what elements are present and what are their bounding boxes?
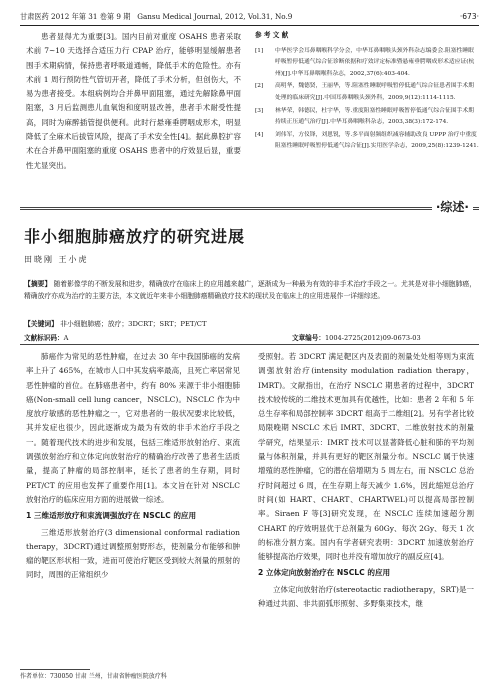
header-rule: [20, 25, 479, 26]
article-number-value: 1004-2725(2012)09-0673-03: [324, 334, 421, 342]
references: [255, 30, 479, 154]
reference-number: [1]: [255, 47, 264, 54]
previous-article-text: [26, 30, 241, 173]
section-heading-2: 2 立体定向放射治疗在 NSCLC 的应用: [258, 568, 391, 578]
section-2-paragraph: 立体定向放射治疗(stereotactic radiotherapy，SRT)是一种通过共面、非共面弧形照射、多野集束技术，继: [258, 584, 474, 609]
document-code-label: 文献标识码：: [24, 334, 64, 342]
reference-text: 刘伟军，方仪锋，刘恩锐，等.多平面射频组织减容辅助改良 UPPP 治疗中重度阻塞性睡眠呼吸暂停低通气综合征[J].实用医学杂志，2009,25(8):1239-1241.: [275, 131, 479, 150]
reference-item: [255, 130, 479, 153]
article-category: ·综述·: [432, 200, 473, 215]
article-title: 非小细胞肺癌放疗的研究进展: [24, 227, 246, 246]
keywords-text: 非小细胞肺癌；放疗；3DCRT；SRT；PET/CT: [60, 320, 207, 328]
reference-item: [255, 106, 479, 129]
abstract: [24, 278, 476, 303]
reference-text: 林华荣，韩德民，杜宇华，等.重度阻塞性睡眠呼吸暂停低通气综合征围手术期持续正压通气治疗[J].中华耳鼻咽喉科杂志，2003,38(3):172-174.: [275, 107, 474, 126]
reference-text: 中华医学会耳鼻咽喉科学分会，中华耳鼻咽喉头颈外科杂志编委会.阻塞性睡眠呼吸暂停低通气综合征诊断依据和疗效评定标准暨悬雍垂腭咽成形术适应证(杭州)[J].中华耳鼻咽喉科杂志，2002,37(6):403-404.: [275, 47, 475, 77]
reference-number: [4]: [255, 131, 264, 138]
article-number: [292, 332, 421, 344]
journal-name-cn: 甘肃医药 2012 年第 31 卷第 9 期: [20, 12, 131, 21]
reference-number: [3]: [255, 107, 264, 114]
reference-text: 高明华，魏德贤，王丽华，等.阻塞性睡眠呼吸暂停低通气综合征患者围手术期处理的临床研究[J].中国耳鼻咽喉头颈外科，2009,9(12):1114-1115.: [275, 83, 474, 101]
intro-paragraph: 肺癌作为常见的恶性肿瘤，在过去 30 年中我国肺癌的发病率上升了 465%，在城市人口中其发病率最高，且死亡率居常见恶性肿瘤的首位。在肺癌患者中，约有 80% 来源于非小细胞肺癌(Non-small cell lung cancer，NSCLC)。NSCLC 作为中度放疗敏感的恶性肿瘤之一，它对患者的一般状况要求比较低，其并发症也很少，因此逐渐成为最为有效的非手术治疗手段之一。随着现代技术的进步和发展，包括三维适形放射治疗、束流调强放射治疗和立体定向放射治疗的精确治疗改善了患者生活质量，提高了肿瘤的局部控制率，延长了患者的生存期，同时 PET/CT 的应用也发挥了重要作用[1]。本文旨在针对 NSCLC 放射治疗的临床应用方面的进展做一综述。: [26, 352, 240, 504]
section-1-continued: 受照射。若 3DCRT 满足靶区内及表面的剂量处处相等则为束流调强放射治疗(intensity modulation radiation therapy，IMRT)。文献指出，在治疗 NSCLC 期患者的过程中，3DCRT 技术较传统的二维技术更加具有优越性，比如：患者 2 年和 5 年总生存率和局部控制率 3DCRT 组高于二维组[2]。另有学者比较局限晚期 NSCLC 术后 IMRT、3DCRT、二维放射技术的剂量学研究，结果显示：IMRT 技术可以显著降低心脏和肺的平均剂量与体积剂量，并具有更好的靶区剂量分布。NSCLC 属于快速增殖的恶性肿瘤，它的潜在倍增期为 5 周左右，而 NSCLC 总治疗时间超过 6 周，在生存期上每天减少 1.6%，因此缩短总治疗时间(如 HART、CHART、CHARTWEL)可以提高局部控制率。Siraen F 等[3]研究发现，在 NSCLC 连续加速超分割 CHART 的疗效明显优于总剂量为 60Gy、每次 2Gy、每天 1 次的标准分割方案。国内有学者研究表明：3DCRT 加速放射治疗能够提高治疗效果，同时也并没有增加放疗的副反应[4]。: [258, 352, 474, 562]
body-right-column: [258, 350, 474, 611]
document-code-value: A: [63, 334, 69, 342]
abstract-text: 随着影像学的不断发展和进步，精确放疗在临床上的应用越来越广，逐渐成为一种最为有效的非手术治疗手段之一。尤其是对非小细胞肺癌，精确放疗亦成为治疗的主要方法，本文就近年来非小细胞肺癌精确放疗技术的现状及在临床上的应用进展作一详细综述。: [24, 280, 476, 301]
abstract-label: 【摘要】: [24, 280, 52, 288]
reference-item: [255, 46, 479, 81]
reference-item: [255, 81, 479, 104]
meta-rule: [20, 344, 479, 345]
page-number: ·673·: [459, 12, 479, 21]
section-heading-1: 1 三维适形放疗和束流调强放疗在 NSCLC 的应用: [26, 511, 197, 521]
running-header: [20, 10, 479, 24]
references-heading: 参 考 文 献: [255, 31, 289, 39]
journal-citation: [20, 10, 292, 24]
document-code: [24, 332, 68, 344]
previous-article-paragraph: 患者显得尤为重要[3]。国内目前对重度 OSAHS 患者采取术前 7~10 天选择合适压力行 CPAP 治疗，能够明显缓解患者围手术期病情，保持患者呼吸道通畅，降低手术的危险性。亦有术前 1 周行预防性气管切开者，降低了手术分析，但创伤大，不易为患者接受。本组病例均合并鼻甲面阻塞，通过先解除鼻甲面阻塞，3 月后监测患儿血氧饱和度明显改善，患者手术耐受性提高，同时为麻醉插管提供便利。此时行悬雍垂腭咽成形术，明显降低了全麻术后拔管风险，提高了手术安全性[4]。据此鼻腔扩容术在合并鼻甲面阻塞的重度 OSAHS 患者中的疗效显后显，重要性尤显突出。: [26, 32, 241, 170]
section-1-paragraph: 三维适形放射治疗(3 dimensional conformal radiation therapy，3DCRT)通过调整照射野形态，使剂量分布能够和肿瘤的靶区形状相一致，进而可使治疗靶区受到较大剂量的照射的同时，周围的正常组织少: [26, 527, 240, 580]
article-authors: 田晓刚 王小虎: [24, 255, 89, 264]
journal-name-en: Gansu Medical Journal, 2012, Vol.31, No.9: [137, 12, 293, 21]
keywords: [24, 318, 207, 330]
keywords-label: 【关键词】: [24, 320, 58, 328]
section-divider: [20, 207, 479, 208]
footnote-rule: [20, 669, 90, 670]
article-number-label: 文章编号：: [292, 334, 325, 342]
reference-number: [2]: [255, 83, 264, 90]
author-affiliation-footnote: 作者单位：730050 甘肃 兰州，甘肃省肿瘤医院放疗科: [20, 673, 167, 680]
section-divider: [20, 209, 479, 210]
body-left-column: [26, 350, 240, 583]
